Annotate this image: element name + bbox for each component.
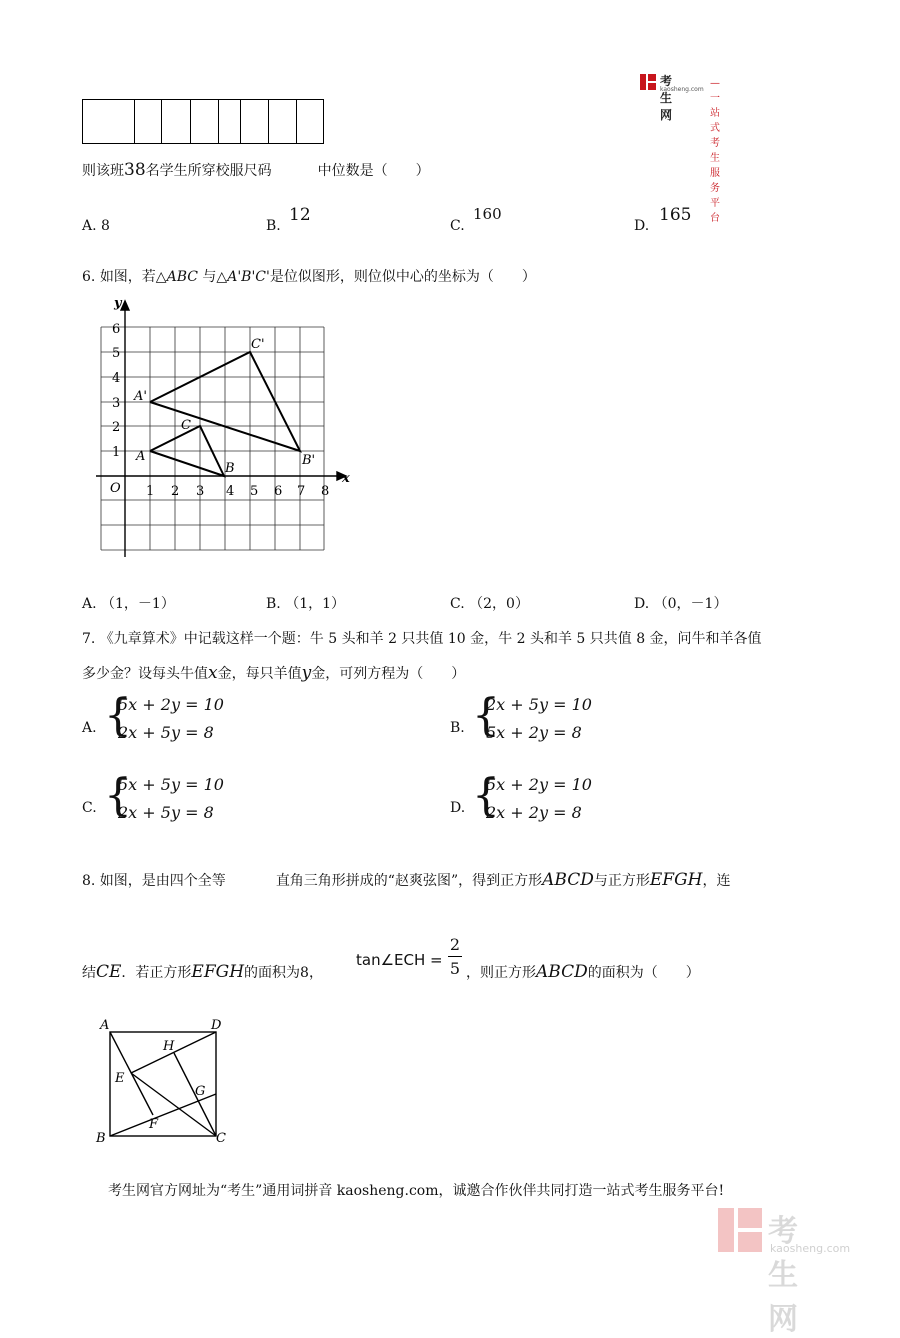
label-a: A [100,1018,110,1033]
q8-fraction: 2 5 [449,935,461,978]
q7-stem-line2: 多少金？设每头牛值x金，每只羊值y金，可列方程为（ ） [82,663,466,683]
equation: 2x + 5y = 8 [118,803,214,822]
equation: 2x + 2y = 8 [486,803,582,822]
x-tick-label: 5 [250,484,259,499]
equation: 2x + 5y = 10 [486,695,592,714]
kaosheng-logo-icon [640,74,656,90]
q6-option-c[interactable]: C. （2，0） [450,596,529,612]
q8-stem-line1: 8. 如图，是由四个全等 直角三角形拼成的“赵爽弦图”，得到正方形ABCD与正方形EFGH，连 [82,870,731,890]
brace-icon: { [472,690,500,741]
y-tick-label: 4 [112,371,121,386]
equation: 5x + 5y = 10 [118,775,224,794]
q5-option-a[interactable]: A. 8 [82,218,110,234]
y-arrow-icon [121,301,129,310]
q8-stem-line2b: ，则正方形ABCD的面积为（ ） [466,962,700,982]
x-tick-label: 7 [297,484,306,499]
y-tick-label: 2 [112,420,121,435]
logo-name: 考生网 [660,74,673,122]
size-table [82,99,324,144]
label-f: F [149,1117,159,1132]
table-cell [135,100,162,144]
q6-option-b[interactable]: B. （1，1） [266,596,346,612]
q8-stem-line2a: 结CE．若正方形EFGH的面积为8， [82,962,323,982]
equation: 5x + 2y = 10 [486,775,592,794]
y-tick-label: 6 [112,322,121,337]
point-label-c-prime: C' [251,337,265,352]
watermark-logo-icon [718,1208,762,1252]
segment-ce [131,1073,216,1136]
table-cell [241,100,269,144]
x-tick-label: 1 [146,484,155,499]
x-tick-label: 6 [274,484,283,499]
axis-x-label: x [342,471,350,486]
brace-icon: { [104,770,132,821]
origin-label: O [110,481,121,496]
label-e: E [115,1071,125,1086]
q6-stem: 6. 如图，若△ABC 与△A'B'C'是位似图形，则位似中心的坐标为（ ） [82,269,536,285]
table-cell [162,100,191,144]
q5-option-c-value: 160 [473,205,502,223]
label-h: H [163,1039,175,1054]
q5-option-b[interactable]: B. [266,218,281,234]
brace-icon: { [104,690,132,741]
logo-tagline: —一站式考生服务平台 [710,78,720,224]
point-label-a: A [136,449,146,464]
q5-option-d[interactable]: D. [634,218,650,234]
q8-tan-expression: tan∠ECH = [356,951,443,969]
point-label-a-prime: A' [134,389,147,404]
q8-zhao-shuang-figure [94,1014,244,1149]
label-g: G [195,1084,206,1099]
logo-domain: kaosheng.com [660,86,704,93]
point-label-b: B [225,461,235,476]
equation: 5x + 2y = 8 [486,723,582,742]
q5-stem: 则该班38名学生所穿校服尺码 中位数是（ ） [82,160,430,180]
y-tick-label: 5 [112,346,121,361]
label-d: D [211,1018,222,1033]
x-tick-label: 3 [196,484,205,499]
q6-option-d[interactable]: D. （0，－1） [634,596,728,612]
y-tick-label: 3 [112,396,121,411]
table-cell [219,100,241,144]
q5-option-d-value: 165 [659,205,692,225]
table-cell [191,100,219,144]
table-cell [269,100,297,144]
grid [101,327,324,550]
table-cell [83,100,135,144]
axes [96,301,346,557]
x-tick-label: 8 [321,484,330,499]
equation: 5x + 2y = 10 [118,695,224,714]
label-b: B [96,1131,106,1146]
table-cell [297,100,324,144]
y-tick-label: 1 [112,445,121,460]
point-label-b-prime: B' [302,453,316,468]
x-tick-label: 2 [171,484,180,499]
x-tick-label: 4 [226,484,235,499]
q7-stem-line1: 7. 《九章算术》中记载这样一个题：牛 5 头和羊 2 只共值 10 金，牛 2 头和羊 5 只共值 8 金，问牛和羊各值 [82,631,762,647]
label-c: C [216,1131,226,1146]
q6-option-a[interactable]: A. （1，－1） [82,596,175,612]
brace-icon: { [472,770,500,821]
point-label-c: C [181,418,191,433]
footer-text: 考生网官方网址为“考生”通用词拼音 kaosheng.com，诚邀合作伙伴共同打造一站式考生服务平台! [108,1183,725,1199]
q5-option-c[interactable]: C. [450,218,465,234]
axis-y-label: y [114,296,122,311]
q6-coordinate-graph [96,295,356,560]
q5-option-b-value: 12 [289,205,311,225]
equation: 2x + 5y = 8 [118,723,214,742]
